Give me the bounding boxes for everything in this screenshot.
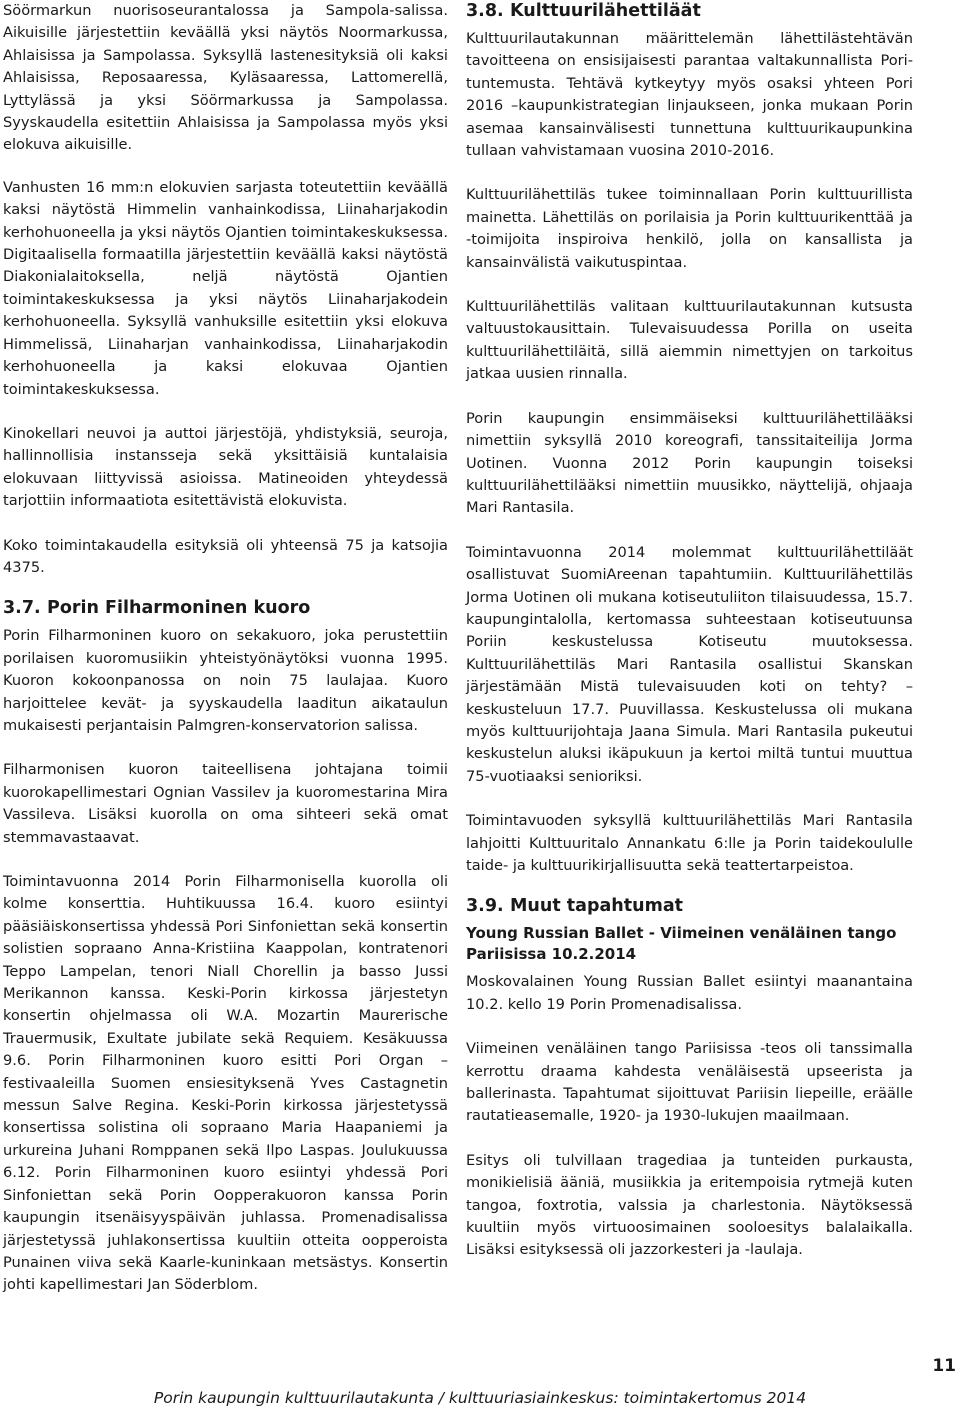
paragraph: Porin kaupungin ensimmäiseksi kulttuurilähettilääksi nimettiin syksyllä 2010 koreografi, tanssitaiteilija Jorma Uotinen. Vuonna 2012 Porin kaupungin toiseksi kulttuurilähettilääksi nimettiin muusikko, näyttelijä, ohjaaja Mari Rantasila. [466,409,913,517]
paragraph: Viimeinen venäläinen tango Pariisissa -teos oli tanssimalla kerrottu draama kahdesta venäläisestä upseerista ja ballerinasta. Tapahtumat sijoittuvat Pariisin liepeille, eräälle rautatieasemalle, 1920- ja 1930-lukujen maailmaan. [466,1040,913,1125]
paragraph: Kinokellari neuvoi ja auttoi järjestöjä, yhdistyksiä, seuroja, hallinnollisia instansseja sekä yksittäisiä kuntalaisia elokuvaan liittyvissä asioissa. Matineoiden yhteydessä tarjottiin informaatiota esitettävistä elokuvista. [3,424,448,510]
paragraph: Toimintavuonna 2014 Porin Filharmonisella kuorolla oli kolme konserttia. Huhtikuussa 16.4. kuoro esiintyi pääsiäiskonsertissa yhdessä Pori Sinfoniettan sekä konsertin solistien sopraano Anna-Kristiina Kaappolan, kontratenori Teppo Lampelan, tenori Niall Chorellin ja basso Jussi Merikannon kanssa. Keski-Porin kirkossa järjestetyn konsertin ohjelmassa oli W.A. Mozartin Maurerische Trauermusik, Exultate jubilate sekä Requiem. Kesäkuussa 9.6. Porin Filharmoninen kuoro esitti Pori Organ –festivaaleilla Suomen ensiesityksenä Yves Castagnetin messun Salve Regina. Keski-Porin kirkossa järjestetyssä konsertissa solistina oli sopraano Maria Haapaniemi ja urkureina Juhani Romppanen sekä Ilpo Laspas. Joulukuussa 6.12. Porin Filharmoninen kuoro esiintyi yhdessä Pori Sinfoniettan sekä Porin Oopperakuoron kanssa Porin kaupungin itsenäisyyspäivän juhlassa. Promenadisalissa järjestetyssä juhlakonsertissa kuultiin otteita oopperoista Punainen viiva sekä Kaarle-kuninkaan metsästys. Konsertin johti kapellimestari Jan Söderblom. [3,873,448,1294]
section-title: Muut tapahtumat [510,896,683,917]
paragraph: Porin Filharmoninen kuoro on sekakuoro, joka perustettiin porilaisen kuoromusiikin yhteistyönäytöksi vuonna 1995. Kuoron kokoonpanossa on noin 75 laulajaa. Kuoro harjoittelee kevät- ja syyskaudella laaditun aikataulun mukaisesti perjantaisin Palmgren-konservatorion salissa. [3,627,448,734]
event-subtitle: Young Russian Ballet - Viimeinen venäläinen tango Pariisissa 10.2.2014 [466,924,897,964]
section-number: 3.7. [3,598,41,619]
paragraph: Koko toimintakaudella esityksiä oli yhteensä 75 ja katsojia 4375. [3,536,448,576]
paragraph: Söörmarkun nuorisoseurantalossa ja Sampola-salissa. Aikuisille järjestettiin keväällä yksi näytös Noormarkussa, Ahlaisissa ja Sampolassa. Syksyllä lastenesityksiä oli kaksi Ahlaisissa, Reposaaressa, Kyläsaaressa, Lattomerellä, Lyttylässä ja yksi Söörmarkussa ja Sampolassa. Syyskaudella esitettiin Ahlaisissa ja Sampolassa myös yksi elokuva aikuisille. [3,2,448,154]
right-column [466,0,913,1262]
paragraph: Kulttuurilautakunnan määrittelemän lähettilästehtävän tavoitteena on ensisijaisesti parantaa valtakunnallista Pori-tuntemusta. Tehtävä kytkeytyy myös osaksi yhteen Pori 2016 –kaupunkistrategian linjaukseen, jonka mukaan Porin asemaa kansainvälisesti tunnettuna kulttuurikaupunkina tullaan vahvistamaan vuosina 2010-2016. [466,30,913,160]
left-column [3,0,448,1297]
paragraph: Moskovalainen Young Russian Ballet esiintyi maanantaina 10.2. kello 19 Porin Promenadisalissa. [466,973,913,1013]
section-number: 3.8. [466,1,504,21]
section-heading-3-8 [466,0,913,22]
section-title: Porin Filharmoninen kuoro [47,598,311,619]
section-heading-3-9 [466,895,913,917]
section-heading-3-7 [3,597,448,619]
section-number: 3.9. [466,896,504,917]
section-title: Kulttuurilähettiläät [510,1,701,21]
paragraph: Filharmonisen kuoron taiteellisena johtajana toimii kuorokapellimestari Ognian Vassilev ja kuoromestarina Mira Vassileva. Lisäksi kuorolla on oma sihteeri sekä omat stemmavastaavat. [3,761,448,846]
paragraph: Toimintavuoden syksyllä kulttuurilähettiläs Mari Rantasila lahjoitti Kulttuuritalo Annankatu 6:lle ja Porin taidekoululle taide- ja kulttuurikirjallisuutta sekä teattertarpeistoa. [466,812,913,874]
paragraph: Toimintavuonna 2014 molemmat kulttuurilähettiläät osallistuvat SuomiAreenan tapahtumiin. Kulttuurilähettiläs Jorma Uotinen oli mukana kotiseutuliiton tilaisuudessa, 15.7. kaupungintalolla, kertomassa suhteestaan kotiseutuunsa Poriin keskustelussa Kotiseutu muutoksessa. Kulttuurilähettiläs Mari Rantasila osallistui Skanskan järjestämään Mistä tulevaisuuden koti on tehty? – keskusteluun 17.7. Puuvillassa. Keskustelussa oli mukana myös kulttuurijohtaja Jaana Simula. Mari Rantasila pukeutui keskustelun aluksi ikäpukuun ja kertoi miltä tuntui muuttua 75-vuotiaaksi senioriksi. [466,543,913,785]
paragraph: Kulttuurilähettiläs valitaan kulttuurilautakunnan kutsusta valtuustokausittain. Tulevaisuudessa Porilla on useita kulttuurilähettiläitä, sillä aiemmin nimettyjen on tarkoitus jatkaa uusien rinnalla. [466,298,913,383]
paragraph: Kulttuurilähettiläs tukee toiminnallaan Porin kulttuurillista mainetta. Lähettiläs on porilaisia ja Porin kulttuurikenttää ja -toimijoita inspiroiva henkilö, jolla on kansallista ja kansainvälistä vaikutuspintaa. [466,186,913,271]
paragraph: Esitys oli tulvillaan tragediaa ja tunteiden purkausta, monikielisiä ääniä, musiikkia ja eritempoisia rytmejä kuten tangoa, foxtrotia, valssia ja charlestonia. Näytöksessä kuultiin myös virtuoosimainen sooloesitys balalaikalla. Lisäksi esityksessä oli jazzorkesteri ja -laulaja. [466,1151,913,1259]
page-footer: Porin kaupungin kulttuurilautakunta / kulttuuriasiainkeskus: toimintakertomus 2014 [153,1389,807,1407]
page-number: 11 [932,1356,956,1376]
paragraph: Vanhusten 16 mm:n elokuvien sarjasta toteutettiin keväällä kaksi näytöstä Himmelin vanhainkodissa, Liinaharjakodin kerhohuoneella ja yksi näytös Ojantien toimintakeskuksessa. Digitaalisella formaatilla järjestettiin keväällä kaksi näytöstä Diakonialaitoksella, neljä näytöstä Ojantien toimintakeskuksessa ja yksi näytös Liinaharjakodein kerhohuoneella. Syksyllä vanhuksille esitettiin yksi elokuva Himmelissä, Liinaharjan vanhainkodissa, Liinaharjakodin kerhohuoneella ja kaksi elokuvaa Ojantien toimintakeskuksessa. [3,178,448,398]
